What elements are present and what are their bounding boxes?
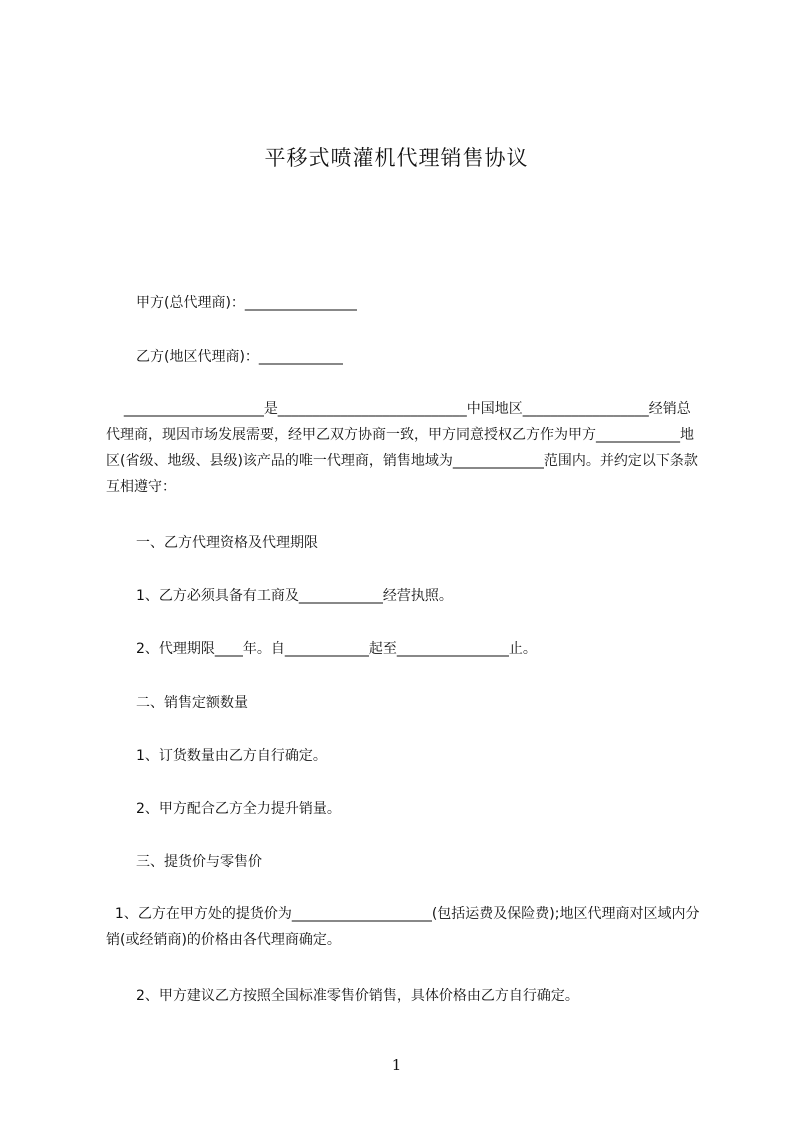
party-b-line: 乙方(地区代理商)：____________ [136, 349, 343, 365]
section3-item1: 1、乙方在甲方处的提货价为____________________(包括运费及保险费);地区代理商对区域内分销(或经销商)的价格由各代理商确定。 [106, 906, 700, 948]
intro-paragraph: ____________________是___________________________中国地区__________________经销总代理商，现因市场发展需要，经甲乙双方协商一致，甲方同意授权乙方作为甲方____________地区(省级、地级、县级)该产品的唯一代理商，销售地域为_____________范围内。并约定以下条款互相遵守： [106, 401, 698, 495]
section3-heading: 三、提货价与零售价 [136, 854, 262, 870]
section3-item2: 2、甲方建议乙方按照全国标准零售价销售，具体价格由乙方自行确定。 [136, 988, 579, 1004]
page-number: 1 [391, 1056, 402, 1074]
section2-item2: 2、甲方配合乙方全力提升销量。 [136, 801, 341, 817]
party-a-line: 甲方(总代理商)：________________ [136, 295, 357, 311]
section1-item1: 1、乙方必须具备有工商及____________经营执照。 [136, 588, 453, 604]
section2-heading: 二、销售定额数量 [136, 695, 248, 711]
section2-item1: 1、订货数量由乙方自行确定。 [136, 748, 327, 764]
section1-item2: 2、代理期限____年。自____________起至________________止。 [136, 641, 537, 657]
section1-heading: 一、乙方代理资格及代理期限 [136, 535, 318, 551]
document-title: 平移式喷灌机代理销售协议 [264, 146, 529, 170]
